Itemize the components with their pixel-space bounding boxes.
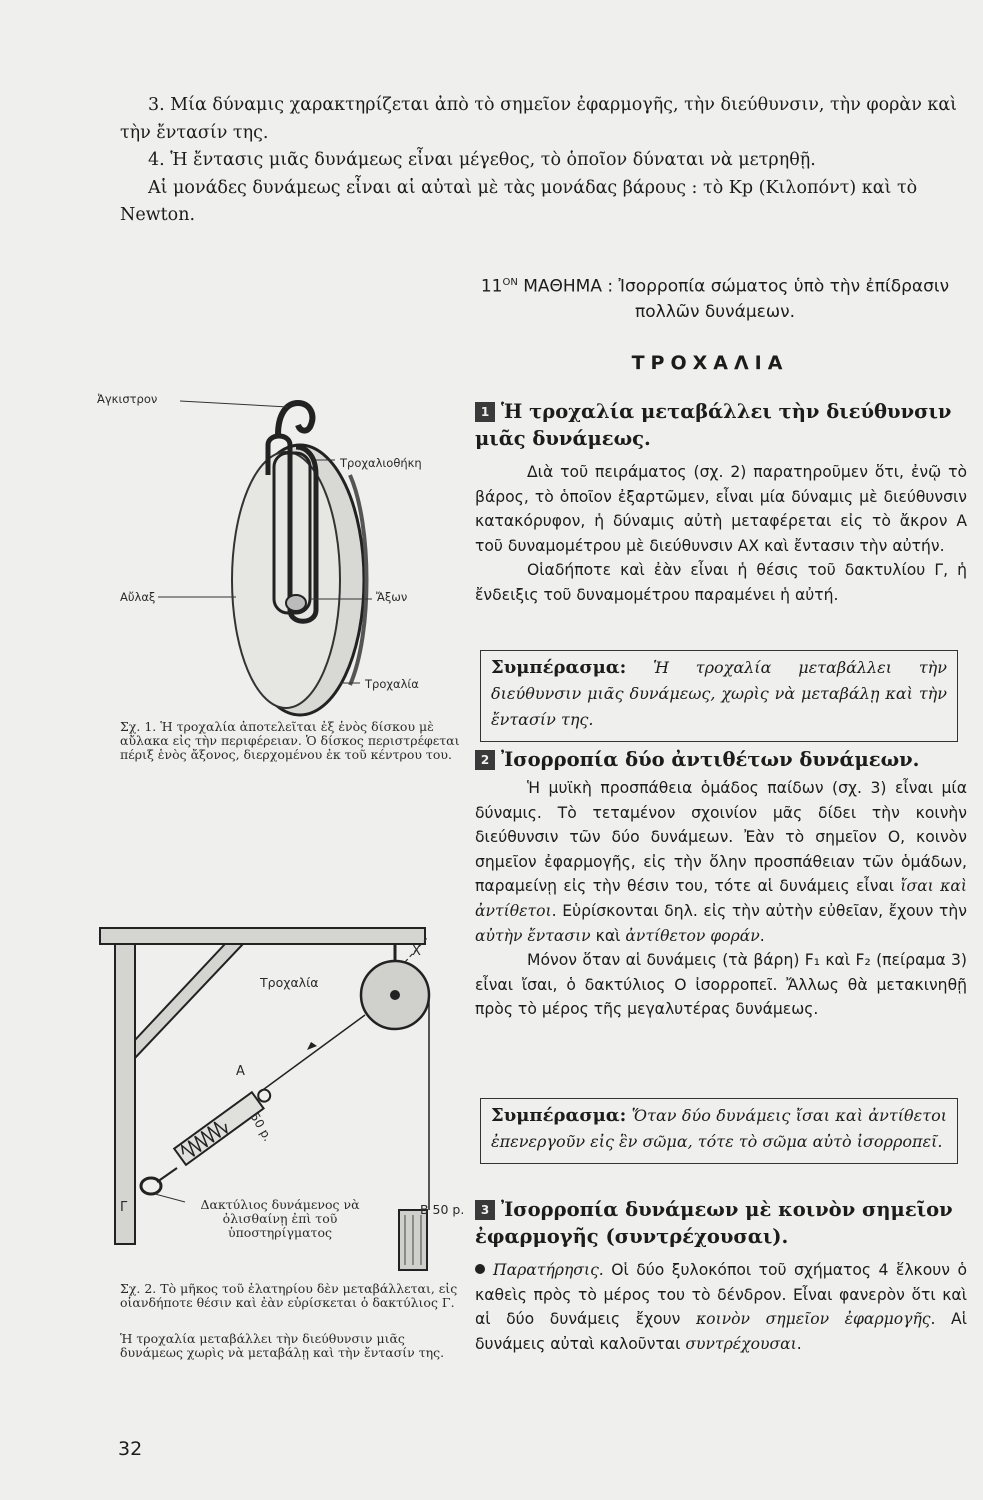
table-top-drawing: [100, 928, 425, 944]
paragraph: [475, 776, 967, 948]
conclusion-text: Ὅταν δύο δυνάμεις ἴσαι καὶ ἀντίθετοι ἐπενεργοῦν εἰς ἓν σῶμα, τότε τὸ σῶμα αὐτὸ ἰσορροπεῖ.: [491, 1106, 947, 1151]
section-2-body: [475, 776, 967, 1022]
text-run: . Εὑρίσκονται δηλ. εἰς τὴν αὐτὴν εὐθεῖαν, ἔχουν τὴν: [551, 901, 967, 920]
section-3-heading: [475, 1196, 967, 1250]
label-hook: Ἀγκιστρον: [97, 392, 158, 406]
text-run: . Αἱ δυνάμεις αὐταὶ καλοῦνται: [475, 1310, 967, 1353]
conclusion-box-2: [480, 1098, 958, 1164]
lesson-suffix: ΟΝ: [502, 277, 518, 288]
page-title: ΤΡΟΧΑΛΙΑ: [631, 352, 789, 374]
bullet-icon: [475, 1264, 485, 1274]
section-number: 1: [475, 402, 495, 422]
intro-item-3: 3. Μία δύναμις χαρακτηρίζεται ἀπὸ τὸ σημεῖον ἐφαρμογῆς, τὴν διεύθυνσιν, τὴν φορὰν καὶ τὴν ἔντασίν της.: [120, 95, 958, 143]
section-number: 2: [475, 750, 495, 770]
label-x: X: [412, 944, 421, 959]
label-a: A: [236, 1064, 245, 1079]
conclusion-text: Ἡ τροχαλία μεταβάλλει τὴν διεύθυνσιν μιᾶς δυνάμεως, χωρὶς νὰ μεταβάλῃ καὶ τὴν ἔντασίν της.: [491, 658, 947, 729]
label-axle: Ἄξων: [376, 590, 408, 604]
lesson-heading-text: ΜΑΘΗΜΑ : Ἰσορροπία σώματος ὑπὸ τὴν ἐπίδρασιν πολλῶν δυνάμεων.: [523, 276, 950, 322]
conclusion-label: Συμπέρασμα:: [491, 657, 627, 678]
emphasis: ἀντίθετον φοράν: [625, 926, 760, 945]
label-fig2-pulley: Τροχαλία: [260, 975, 319, 990]
paragraph: Μόνον ὅταν αἱ δυνάμεις (τὰ βάρη) F₁ καὶ F₂ (πείραμα 3) εἶναι ἴσαι, ὁ δακτύλιος Ο ἰσορροπεῖ. Ἄλλως θὰ μετακινηθῇ πρὸς τὸ μέρος τῆς μεγαλυτέρας δυνάμεως.: [475, 951, 967, 1019]
figure-2-caption: Σχ. 2. Τὸ μῆκος τοῦ ἐλατηρίου δὲν μεταβάλλεται, εἰς οἱανδήποτε θέσιν καὶ ἐὰν εὑρίσκεται ὁ δακτύλιος Γ.: [120, 1281, 458, 1310]
label-block: Τροχαλιοθήκη: [340, 456, 422, 470]
text-run: Ἡ μυϊκὴ προσπάθεια ὁμάδος παίδων (σχ. 3) εἶναι μία δύναμις. Τὸ τεταμένον σχοινίον μᾶς δίδει τὴν κοινὴν διεύθυνσιν τῶν δύο δυνάμεων. Ἐὰν τὸ σημεῖον Ο, κοινὸν σημεῖον ἐφαρμογῆς, εἰς τὴν ὅλην προσπάθειαν τῶν ὁμάδων, παραμείνῃ εἰς τὴν θέσιν του, τότε αἱ δυνάμεις εἶναι: [475, 779, 967, 896]
section-1-heading: [475, 398, 967, 452]
paragraph: Οἱαδήποτε καὶ ἐὰν εἶναι ἡ θέσις τοῦ δακτυλίου Γ, ἡ ἔνδειξις τοῦ δυναμομέτρου παραμένει ἡ αὐτή.: [475, 561, 967, 604]
label-pulley: Τροχαλία: [365, 677, 419, 691]
text-run: Οἱ δύο ξυλοκόποι τοῦ σχήματος 4 ἕλκουν ὁ καθεὶς πρὸς τὸ μέρος του τὸ δένδρον. Εἶναι φανερὸν ὅτι καὶ αἱ δύο δυνάμεις ἔχουν: [475, 1261, 967, 1329]
section-3-body: [475, 1258, 967, 1356]
emphasis: Παρατήρησις.: [493, 1261, 604, 1279]
conclusion-label: Συμπέρασμα:: [491, 1105, 627, 1126]
hook-drawing: [278, 403, 312, 435]
paragraph: [475, 1258, 967, 1356]
emphasis: συντρέχουσαι: [685, 1334, 797, 1353]
lesson-number: 11: [480, 276, 503, 297]
text-run: .: [796, 1334, 802, 1353]
label-weight: B 50 p.: [420, 1202, 465, 1217]
lesson-heading: [470, 270, 960, 325]
figure-1-caption: Σχ. 1. Ἡ τροχαλία ἀποτελεῖται ἐξ ἑνὸς δίσκου μὲ αὔλακα εἰς τὴν περιφέρειαν. Ὁ δίσκος περιστρέφεται πέριξ ἑνὸς ἄξονος, διερχομένου ἐκ τοῦ κέντρου του.: [120, 719, 460, 762]
section-number: 3: [475, 1200, 495, 1220]
emphasis: κοινὸν σημεῖον ἐφαρμογῆς: [695, 1310, 931, 1329]
label-ring: Δακτύλιος δυνάμενος νὰ ὀλισθαίνῃ ἐπὶ τοῦ ὑποστηρίγματος: [200, 1197, 360, 1240]
text-run: καὶ: [590, 926, 626, 945]
paragraph: Διὰ τοῦ πειράματος (σχ. 2) παρατηροῦμεν ὅτι, ἐνῷ τὸ βάρος, τὸ ὁποῖον ἐξαρτῶμεν, εἶναι μία δύναμις μὲ διεύθυνσιν κατακόρυφον, ἡ δύναμις αὐτὴ μεταφέρεται εἰς τὸ ἄκρον Α τοῦ δυναμομέτρου μὲ διεύθυνσιν ΑΧ καὶ ἔντασιν τὴν αὐτήν.: [475, 463, 967, 555]
text-run: .: [759, 926, 765, 945]
page-number: 32: [118, 1438, 143, 1460]
label-reading: 50 p.: [247, 1110, 275, 1144]
section-1-body: [475, 460, 967, 608]
figure-1-pulley: [110, 375, 470, 725]
figure-2-note: Ἡ τροχαλία μεταβάλλει τὴν διεύθυνσιν μιᾶς δυνάμεως χωρὶς νὰ μεταβάλῃ καὶ τὴν ἔντασίν της.: [120, 1331, 445, 1360]
intro-units: Αἱ μονάδες δυνάμεως εἶναι αἱ αὐταὶ μὲ τὰς μονάδας βάρους : τὸ Kp (Κιλοπόντ) καὶ τὸ Newton.: [120, 177, 918, 225]
intro-item-4: 4. Ἡ ἔντασις μιᾶς δυνάμεως εἶναι μέγεθος, τὸ ὁποῖον δύναται νὰ μετρηθῇ.: [148, 150, 816, 170]
emphasis: αὐτὴν ἔντασιν: [475, 926, 591, 945]
support-post-drawing: [115, 944, 135, 1244]
section-2-heading: [475, 746, 967, 773]
intro-block: [120, 92, 960, 230]
conclusion-box-1: [480, 650, 958, 742]
label-gamma: Γ: [120, 1200, 128, 1215]
axle-drawing: [286, 595, 306, 611]
section-heading-text: Ἰσορροπία δυνάμεων μὲ κοινὸν σημεῖον ἐφαρμογῆς (συντρέχουσαι).: [475, 1198, 953, 1248]
label-groove: Αὔλαξ: [120, 590, 156, 604]
emphasis: ἴσαι καὶ ἀντίθετοι: [475, 877, 967, 920]
section-heading-text: Ἡ τροχαλία μεταβάλλει τὴν διεύθυνσιν μιᾶς δυνάμεως.: [475, 400, 952, 450]
section-heading-text: Ἰσορροπία δύο ἀντιθέτων δυνάμεων.: [501, 748, 920, 771]
